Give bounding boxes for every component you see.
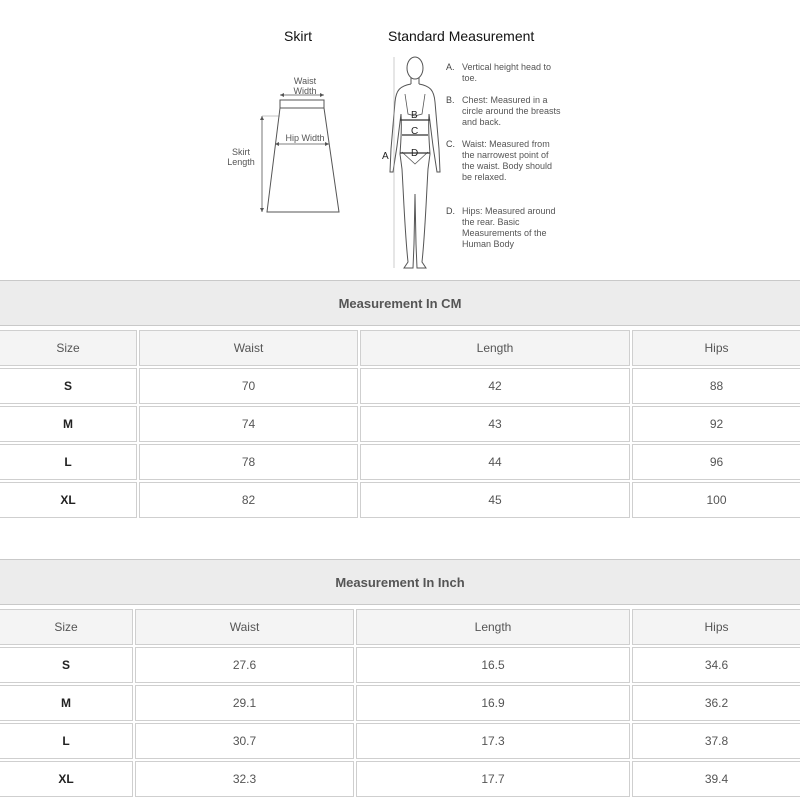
- size-cell: XL: [0, 482, 137, 518]
- header-waist: Waist: [135, 609, 354, 645]
- standard-measurement-title: Standard Measurement: [388, 28, 535, 44]
- figure-letter-a: A: [382, 151, 389, 162]
- hips-cell: 92: [632, 406, 800, 442]
- waist-cell: 32.3: [135, 761, 354, 797]
- header-hips: Hips: [632, 330, 800, 366]
- cm-table-title: Measurement In CM: [0, 280, 800, 326]
- header-length: Length: [356, 609, 630, 645]
- size-cell: S: [0, 647, 133, 683]
- size-cell: XL: [0, 761, 133, 797]
- note-text-c: Waist: Measured from the narrowest point of the waist. Body should be relaxed.: [462, 139, 553, 182]
- waist-cell: 78: [139, 444, 358, 480]
- length-cell: 17.7: [356, 761, 630, 797]
- note-text-d: Hips: Measured around the rear. Basic Measurements of the Human Body: [462, 206, 556, 249]
- inch-size-table-block: [0, 559, 800, 799]
- skirt-title: Skirt: [284, 28, 312, 44]
- table-row: [0, 368, 800, 404]
- hips-cell: 39.4: [632, 761, 800, 797]
- table-row: [0, 406, 800, 442]
- size-cell: M: [0, 406, 137, 442]
- note-text-a: Vertical height head to toe.: [462, 62, 552, 83]
- length-cell: 43: [360, 406, 630, 442]
- hips-cell: 36.2: [632, 685, 800, 721]
- size-cell: L: [0, 444, 137, 480]
- body-figure-diagram: [380, 54, 450, 274]
- hips-cell: 34.6: [632, 647, 800, 683]
- table-header-row: [0, 609, 800, 645]
- table-row: [0, 444, 800, 480]
- skirt-length-label: Skirt Length: [227, 147, 255, 167]
- table-row: [0, 723, 800, 759]
- length-cell: 45: [360, 482, 630, 518]
- cm-size-table: [0, 328, 800, 520]
- figure-letter-b: B: [411, 110, 418, 121]
- table-row: [0, 685, 800, 721]
- length-cell: 16.5: [356, 647, 630, 683]
- waist-cell: 70: [139, 368, 358, 404]
- hips-cell: 88: [632, 368, 800, 404]
- header-size: Size: [0, 609, 133, 645]
- inch-size-table: [0, 607, 800, 799]
- figure-letter-d: D: [411, 148, 419, 159]
- note-letter-a: A.: [446, 62, 455, 72]
- waist-cell: 27.6: [135, 647, 354, 683]
- header-hips: Hips: [632, 609, 800, 645]
- waist-cell: 30.7: [135, 723, 354, 759]
- waist-cell: 74: [139, 406, 358, 442]
- length-cell: 17.3: [356, 723, 630, 759]
- hips-cell: 37.8: [632, 723, 800, 759]
- cm-size-table-block: [0, 280, 800, 520]
- hips-cell: 96: [632, 444, 800, 480]
- hips-cell: 100: [632, 482, 800, 518]
- length-cell: 16.9: [356, 685, 630, 721]
- hip-width-label: Hip Width: [285, 133, 325, 143]
- table-row: [0, 482, 800, 518]
- size-cell: S: [0, 368, 137, 404]
- note-letter-c: C.: [446, 139, 455, 149]
- note-letter-d: D.: [446, 206, 455, 216]
- size-cell: L: [0, 723, 133, 759]
- waist-cell: 82: [139, 482, 358, 518]
- figure-letter-c: C: [411, 126, 419, 137]
- inch-table-title: Measurement In Inch: [0, 559, 800, 605]
- header-waist: Waist: [139, 330, 358, 366]
- length-cell: 44: [360, 444, 630, 480]
- header-size: Size: [0, 330, 137, 366]
- waist-cell: 29.1: [135, 685, 354, 721]
- note-text-b: Chest: Measured in a circle around the breasts and back.: [462, 95, 561, 127]
- waist-width-label: Waist Width: [293, 76, 317, 96]
- table-row: [0, 647, 800, 683]
- table-header-row: [0, 330, 800, 366]
- header-length: Length: [360, 330, 630, 366]
- length-cell: 42: [360, 368, 630, 404]
- table-row: [0, 761, 800, 797]
- size-cell: M: [0, 685, 133, 721]
- note-letter-b: B.: [446, 95, 455, 105]
